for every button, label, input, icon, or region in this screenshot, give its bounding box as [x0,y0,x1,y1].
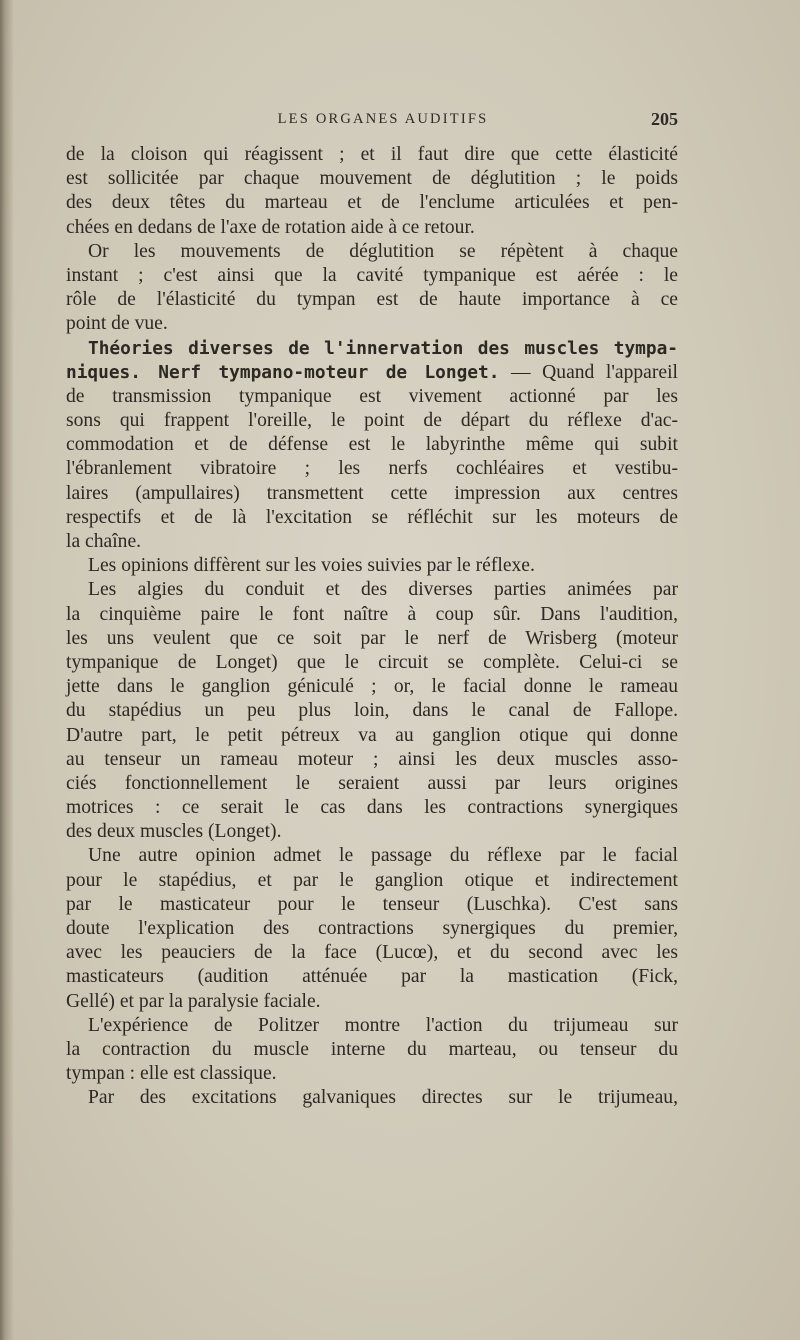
text-line-content: Une autre opinion admet le passage du réflexe par le facial [88,845,678,867]
page-number: 205 [651,109,678,129]
text-line [66,675,678,699]
text-line-content: Par des excitations galvaniques directes sur le trijumeau, [88,1087,678,1109]
text-line-content: point de vue. [66,313,168,335]
text-line-content: tympanique de Longet) que le circuit se complète. Celui-ci se [66,651,678,673]
text-line [66,1014,678,1038]
text-line [66,990,678,1014]
text-line [66,530,678,554]
text-line-content: la chaîne. [66,531,142,552]
text-line [66,1062,678,1086]
text-line [66,844,678,868]
text-line-content: chées en dedans de l'axe de rotation aide à ce retour. [66,216,475,238]
text-line [66,1086,678,1110]
text-line-content: ciés fonctionnellement le seraient aussi par leurs origines [66,772,678,794]
text-line [66,651,678,675]
text-line-content: motrices : ce serait le cas dans les contractions synergiques [66,797,678,819]
text-line-content: du stapédius un peu plus loin, dans le canal de Fallope. [66,700,678,722]
text-line-content: jette dans le ganglion géniculé ; or, le facial donne le rameau [66,676,678,698]
text-line-content: l'ébranlement vibratoire ; les nerfs cochléaires et vestibu- [66,458,678,480]
text-line [66,312,678,336]
text-line [66,796,678,820]
text-line-content: sons qui frappent l'oreille, le point de départ du réflexe d'ac- [66,410,678,432]
text-line [66,216,678,240]
text-line-content: la cinquième paire le font naître à coup sûr. Dans l'audition, [66,603,678,625]
text-line [66,578,678,602]
text-line-content: Les opinions diffèrent sur les voies suivies par le réflexe. [88,555,535,577]
text-line [66,724,678,748]
text-line [66,506,678,530]
text-line [66,240,678,264]
body-text [66,143,678,1111]
text-line-content: masticateurs (audition atténuée par la mastication (Fick, [66,966,678,988]
text-line-content: des deux têtes du marteau et de l'enclume articulées et pen- [66,192,678,214]
text-line-content: commodation et de défense est le labyrinthe même qui subit [66,434,678,456]
text-line [66,288,678,312]
text-line-content: doute l'explication des contractions synergiques du premier, [66,918,678,939]
running-title: LES ORGANES AUDITIFS [277,111,489,127]
text-line-content: avec les peauciers de la face (Lucœ), et du second avec les [66,942,678,964]
text-line [66,264,678,288]
section-heading-text: niques. Nerf tympano-moteur de Longet. [66,361,500,383]
text-line [66,1038,678,1062]
text-line-content: L'expérience de Politzer montre l'action du trijumeau sur [88,1014,678,1036]
text-line [66,941,678,965]
text-line [66,337,678,361]
text-line [66,433,678,457]
text-line-content: de la cloison qui réagissent ; et il faut dire que cette élasticité [66,144,678,165]
text-line-content: les uns veulent que ce soit par le nerf de Wrisberg (moteur [66,627,678,649]
text-line [66,361,678,385]
text-line [66,385,678,409]
text-line-content: est sollicitée par chaque mouvement de déglutition ; le poids [66,168,678,190]
text-line [66,869,678,893]
page-header [88,109,678,131]
text-line-content: la contraction du muscle interne du marteau, ou tenseur du [66,1038,678,1060]
text-line-content: Gellé) et par la paralysie faciale. [66,990,321,1012]
text-line [66,772,678,796]
section-heading-text: Théories diverses de l'innervation des muscles tympa- [88,337,678,359]
text-line [66,603,678,627]
page-binding-edge [0,0,14,1340]
text-line [66,167,678,191]
text-line [66,893,678,917]
text-line [66,820,678,844]
text-line [66,409,678,433]
text-line [66,699,678,723]
text-line-content: de transmission tympanique est vivement actionné par les [66,385,678,407]
text-line [66,191,678,215]
text-line [66,457,678,481]
text-line-content: — Quand l'appareil [499,361,678,383]
text-line-content: laires (ampullaires) transmettent cette impression aux centres [66,482,678,504]
text-line [66,143,678,167]
text-line [66,482,678,506]
text-line-content: Les algies du conduit et des diverses parties animées par [88,579,678,601]
text-line-content: D'autre part, le petit pétreux va au ganglion otique qui donne [66,724,678,746]
text-line-content: Or les mouvements de déglutition se répètent à chaque [88,240,678,262]
text-line-content: par le masticateur pour le tenseur (Luschka). C'est sans [66,893,678,915]
text-line [66,627,678,651]
text-line-content: instant ; c'est ainsi que la cavité tympanique est aérée : le [66,264,678,286]
text-line [66,554,678,578]
text-line-content: des deux muscles (Longet). [66,821,282,843]
text-line-content: pour le stapédius, et par le ganglion otique et indirectement [66,869,678,891]
text-line-content: tympan : elle est classique. [66,1063,277,1085]
text-line [66,965,678,989]
text-line-content: respectifs et de là l'excitation se réfléchit sur les moteurs de [66,506,678,528]
text-line-content: rôle de l'élasticité du tympan est de haute importance à ce [66,289,678,311]
text-line-content: au tenseur un rameau moteur ; ainsi les deux muscles asso- [66,748,678,770]
text-line [66,748,678,772]
text-line [66,917,678,941]
